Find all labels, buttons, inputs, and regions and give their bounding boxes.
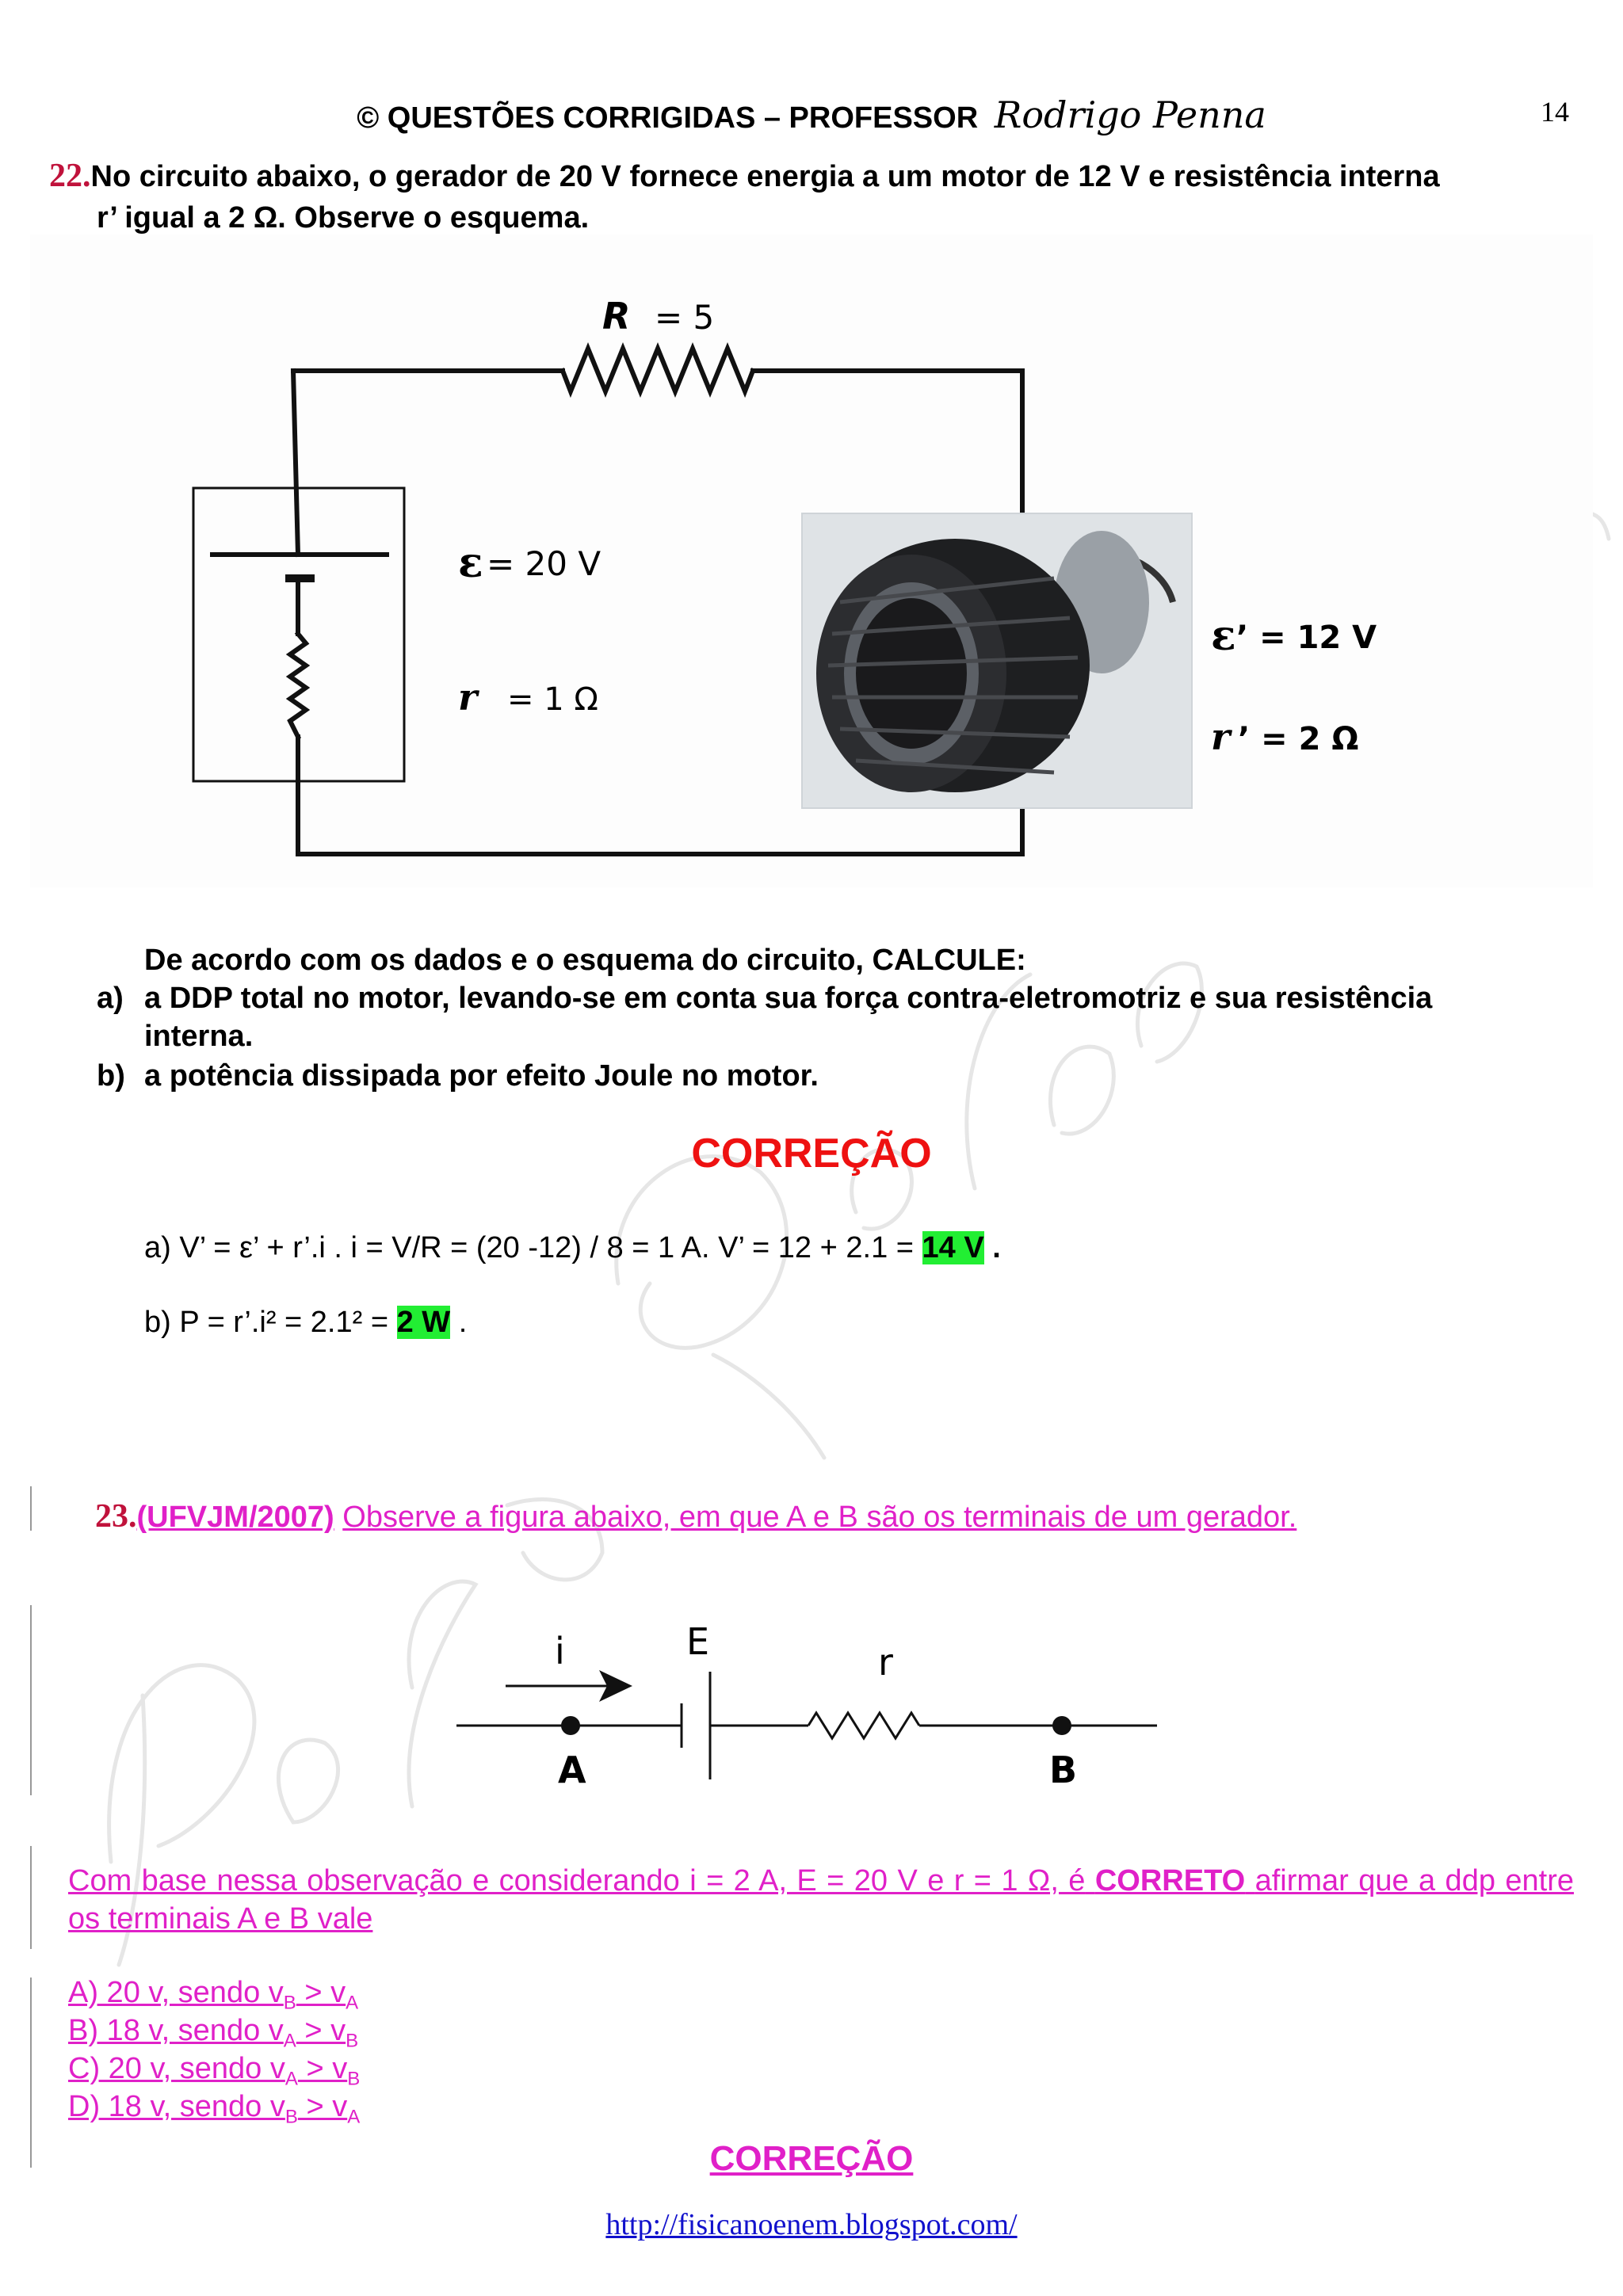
q22-item-a-line1: a DDP total no motor, levando-se em conta sua força contra-eletromotriz e sua resistência [144,982,1433,1015]
option-a[interactable]: A) 20 v, sendo $v_B > v_A$ [68,1976,359,2014]
motor-emf-symbol: ε [1211,612,1236,660]
revision-bar [30,1605,32,1795]
q22-item-b: a potência dissipada por efeito Joule no motor. [144,1059,819,1093]
question-23 [95,1497,1296,1535]
question-text-line2: r’ igual a 2 Ω. Observe o esquema. [97,201,590,235]
emf-label: E [686,1624,710,1663]
emf-value: = 20 V [487,544,601,583]
statement-part2: afirmar que a ddp entre os terminais A e B vale [68,1864,1574,1936]
q22-item-b-marker: b) [97,1059,125,1093]
current-label: i [555,1630,565,1672]
option-b[interactable]: B) 18 v, sendo $v_A > v_B$ [68,2014,359,2052]
revision-bar [30,1486,32,1531]
option-d[interactable]: D) 18 v, sendo $v_B > v_A$ [68,2090,361,2128]
correction-title-22: CORREÇÃO [691,1131,932,1177]
internal-r-symbol: r [458,676,478,719]
answer-b [144,1306,467,1340]
answer-b-text: b) P = r’.i² = 2.1² = [144,1306,389,1339]
terminal-b-dot [1052,1716,1071,1735]
answer-a [144,1231,1001,1265]
resistor-value: = 5 [655,298,715,337]
terminal-b-label: B [1049,1749,1078,1791]
answer-a-end: . [992,1231,1001,1264]
answer-a-result: 14 V [922,1231,984,1264]
emf-symbol: ε [458,539,483,587]
q22-prompt: De acordo com os dados e o esquema do circuito, CALCULE: [144,944,1026,977]
resistor-label-R: R [602,295,631,338]
correction-title-23: CORREÇÃO [709,2139,914,2178]
answer-a-text: a) V’ = ε’ + r’.i . i = V/R = (20 -12) / 8 = 1 A. V’ = 12 + 2.1 = [144,1231,914,1264]
q22-item-a-line2: interna. [144,1020,254,1053]
motor-emf-value: ’ = 12 V [1236,620,1377,656]
statement-bold: CORRETO [1094,1864,1246,1897]
terminal-a-label: A [558,1749,586,1791]
option-c[interactable]: C) 20 v, sendo $v_A > v_B$ [68,2052,361,2090]
question-text-line1: No circuito abaixo, o gerador de 20 V fornece energia a um motor de 12 V e resistência interna [90,160,1440,193]
question-number: 22. [49,158,91,194]
internal-r-value: = 1 Ω [507,681,598,718]
question-number: 23. [95,1498,137,1535]
question-source: (UFVJM/2007) [136,1501,334,1534]
motor-r-value: ’ = 2 Ω [1238,721,1359,757]
q22-item-a-marker: a) [97,982,124,1015]
header-signature: Rodrigo Penna [994,93,1266,136]
header-title: © QUESTÕES CORRIGIDAS – PROFESSOR [357,101,979,135]
q23-statement [68,1862,1574,1938]
answer-b-end: . [458,1306,468,1339]
terminal-a-dot [561,1716,580,1735]
generator-diagram [444,1624,1173,1806]
page-number: 14 [1541,96,1569,128]
question-text: Observe a figura abaixo, em que A e B são os terminais de um gerador. [342,1501,1297,1534]
resistor-label: r [878,1641,893,1684]
circuit-diagram [0,0,1623,887]
statement-part1: Com base nessa observação e considerando i = 2 A, E = 20 V e r = 1 Ω, é [68,1864,1086,1897]
footer-link[interactable]: http://fisicanoenem.blogspot.com/ [605,2208,1018,2241]
motor-r-symbol: r [1211,715,1231,758]
revision-bar [30,1846,32,1949]
motor-image [802,513,1192,808]
answer-b-result: 2 W [396,1306,451,1339]
